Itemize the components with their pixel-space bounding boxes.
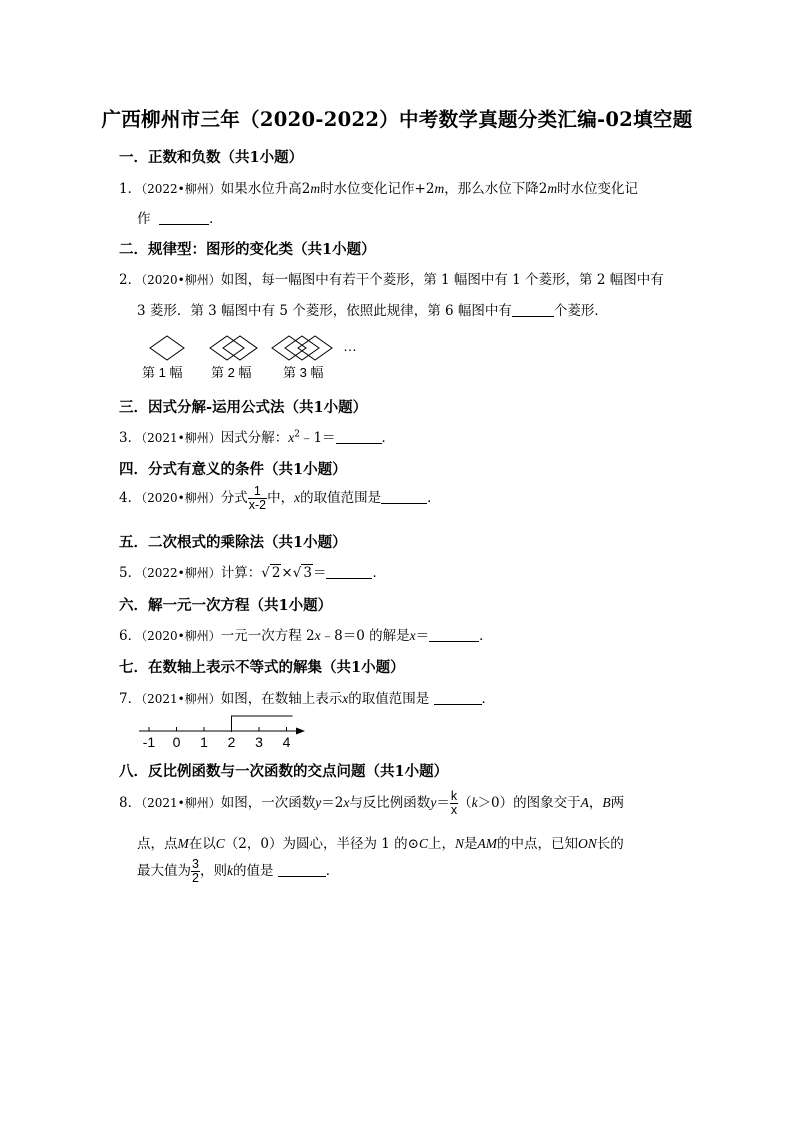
axis-tick-label: 4 <box>282 734 291 750</box>
figure-label: 第 2 幅 <box>211 365 252 380</box>
answer-blank[interactable] <box>336 430 382 444</box>
axis-tick-label: -1 <box>142 734 156 750</box>
answer-blank[interactable] <box>434 691 482 705</box>
answer-blank[interactable] <box>326 565 372 579</box>
question-8-line-2: 点，点M在以C（2，0）为圆心，半径为 1 的⊙C上，N是AM的中点，已知ON长的 <box>137 836 624 852</box>
answer-blank[interactable] <box>429 628 479 642</box>
question-7: 7．（2021•柳州）如图，在数轴上表示x的取值范围是 ． <box>119 691 496 707</box>
rhombus-shape <box>223 336 257 360</box>
section-heading: 一．正数和负数（共1小题） <box>119 149 304 166</box>
question-1-line-2: 作 ． <box>137 211 223 227</box>
answer-blank[interactable] <box>512 303 554 317</box>
fraction: $\frac{3}{2}$ <box>192 857 199 886</box>
question-2-line-2: 3 菱形．第 3 幅图中有 5 个菱形，依照此规律，第 6 幅图中有 个菱形． <box>137 303 608 319</box>
rhombus-shape <box>285 336 319 360</box>
rhombus-shape <box>150 336 184 360</box>
rhombus-shape <box>298 336 332 360</box>
answer-blank[interactable] <box>278 863 326 877</box>
question-3: 3．（2021•柳州）因式分解：$x^2﹣1=$ ． <box>119 429 396 446</box>
rhombus-figure <box>135 334 370 384</box>
page-title: 广西柳州市三年（2020-2022）中考数学真题分类汇编-02填空题 <box>101 108 693 131</box>
fraction: $\frac{k}{x}$ <box>450 789 458 818</box>
figure-label: 第 1 幅 <box>142 365 183 380</box>
question-2-line-1: 2．（2020•柳州）如图，每一幅图中有若干个菱形，第 1 幅图中有 1 个菱形，第 2 幅图中有 <box>119 272 664 288</box>
arrow-icon <box>296 728 305 735</box>
figure-ellipsis: … <box>343 338 357 354</box>
section-heading: 八．反比例函数与一次函数的交点问题（共1小题） <box>119 763 449 780</box>
square-root: √ 2 <box>261 565 281 581</box>
square-root: √ 3 <box>292 565 312 581</box>
axis-tick-label: 3 <box>255 734 263 750</box>
question-6: 6．（2020•柳州）一元一次方程 2x﹣8＝0 的解是x＝ ． <box>119 628 493 644</box>
axis-tick-label: 1 <box>200 734 208 750</box>
answer-blank[interactable] <box>159 211 209 225</box>
axis-tick-label: 0 <box>172 734 181 750</box>
question-5: 5．（2022•柳州）计算：√ 2×√ 3＝ ． <box>119 565 386 581</box>
fraction: $\frac{1}{x-2}$ <box>248 484 267 513</box>
rhombus-shape <box>210 336 244 360</box>
section-heading: 四．分式有意义的条件（共1小题） <box>119 461 347 478</box>
question-4: 4．（2020•柳州）分式 $\frac{1}{x-2}$ 中，x的取值范围是 ． <box>119 484 441 513</box>
question-8-line-1: 8．（2021•柳州）如图，一次函数y＝2x与反比例函数y＝ $\frac{k}{x}$ （k＞0）的图象交于A，B两 <box>119 789 625 818</box>
figure-label: 第 3 幅 <box>283 365 324 380</box>
axis-tick-label: 2 <box>227 734 236 750</box>
number-line <box>135 712 310 752</box>
answer-blank[interactable] <box>381 490 427 504</box>
section-heading: 七．在数轴上表示不等式的解集（共1小题） <box>119 659 405 676</box>
section-heading: 三．因式分解-运用公式法（共1小题） <box>119 399 368 416</box>
section-heading: 五．二次根式的乘除法（共1小题） <box>119 534 347 551</box>
section-heading: 六．解一元一次方程（共1小题） <box>119 597 333 614</box>
question-8-line-3: 最大值为 $\frac{3}{2}$ ，则k的值是 ． <box>137 857 340 886</box>
rhombus-shape <box>272 336 306 360</box>
solution-ray <box>232 716 293 732</box>
question-1-line-1: 1．（2022•柳州）如果水位升高2m时水位变化记作+2m，那么水位下降2m时水位变化记 <box>119 181 639 197</box>
section-heading: 二．规律型：图形的变化类（共1小题） <box>119 241 376 258</box>
